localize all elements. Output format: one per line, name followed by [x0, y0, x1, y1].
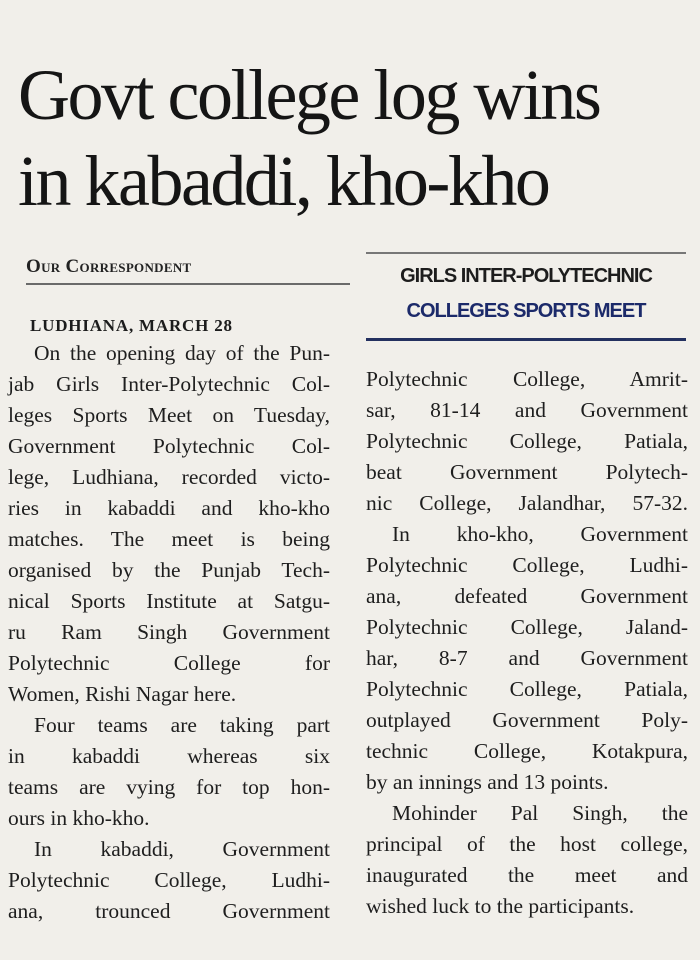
text-line: Polytechnic College, Patiala,	[366, 429, 688, 453]
topic-line: GIRLS INTER-POLYTECHNIC	[400, 265, 652, 287]
text-line: har, 8-7 and Government	[366, 646, 688, 670]
text-line: ours in kho-kho.	[8, 806, 150, 830]
text-line: lege, Ludhiana, recorded victo-	[8, 465, 330, 489]
topic-label	[366, 258, 686, 328]
text-line: ana, defeated Government	[366, 584, 688, 608]
text-line: In kho-kho, Government	[392, 522, 688, 546]
text-line: ries in kabaddi and kho-kho	[8, 496, 330, 520]
text-line: jab Girls Inter-Polytechnic Col-	[8, 372, 330, 396]
text-line: leges Sports Meet on Tuesday,	[8, 403, 330, 427]
topic-line: COLLEGES SPORTS MEET	[406, 300, 646, 322]
headline-line: in kabaddi, kho-kho	[18, 141, 549, 221]
text-line: outplayed Government Poly-	[366, 708, 688, 732]
headline-line: Govt college log wins	[18, 55, 600, 135]
topic-bottom-rule	[366, 338, 686, 341]
text-line: Polytechnic College, Patiala,	[366, 677, 688, 701]
text-line: nic College, Jalandhar, 57-32.	[366, 491, 688, 515]
text-line: sar, 81-14 and Government	[366, 398, 688, 422]
text-line: matches. The meet is being	[8, 527, 330, 551]
text-line: On the opening day of the Pun-	[34, 341, 330, 365]
text-line: Government Polytechnic Col-	[8, 434, 330, 458]
text-line: wished luck to the participants.	[366, 894, 635, 918]
text-line: In kabaddi, Government	[34, 837, 330, 861]
article-column-left	[8, 338, 330, 927]
text-line: Women, Rishi Nagar here.	[8, 682, 237, 706]
text-line: Polytechnic College, Ludhi-	[8, 868, 330, 892]
text-line: ana, trounced Government	[8, 899, 330, 923]
text-line: Polytechnic College, Ludhi-	[366, 553, 688, 577]
text-line: Polytechnic College, Amrit-	[366, 367, 688, 391]
text-line: Polytechnic College, Jaland-	[366, 615, 688, 639]
dateline: LUDHIANA, MARCH 28	[30, 316, 233, 335]
text-line: in kabaddi whereas six	[8, 744, 330, 768]
byline: Our Correspondent	[26, 256, 192, 277]
text-line: ru Ram Singh Government	[8, 620, 330, 644]
text-line: nical Sports Institute at Satgu-	[8, 589, 330, 613]
text-line: beat Government Polytech-	[366, 460, 688, 484]
text-line: by an innings and 13 points.	[366, 770, 609, 794]
text-line: technic College, Kotakpura,	[366, 739, 688, 763]
text-line: inaugurated the meet and	[366, 863, 688, 887]
text-line: Mohinder Pal Singh, the	[392, 801, 688, 825]
text-line: Four teams are taking part	[34, 713, 330, 737]
text-line: teams are vying for top hon-	[8, 775, 330, 799]
headline	[18, 52, 688, 224]
byline-rule	[26, 283, 350, 285]
article-column-right	[366, 364, 688, 922]
text-line: principal of the host college,	[366, 832, 688, 856]
topic-top-rule	[366, 252, 686, 254]
text-line: Polytechnic College for	[8, 651, 330, 675]
text-line: organised by the Punjab Tech-	[8, 558, 330, 582]
